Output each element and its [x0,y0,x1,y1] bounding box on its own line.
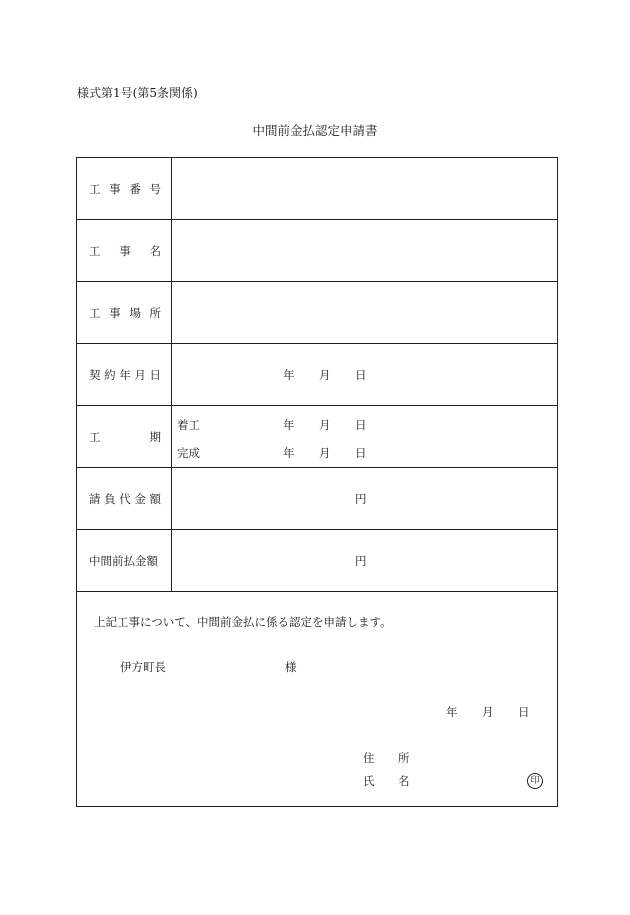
work-name-field[interactable] [172,220,558,282]
construction-period-field[interactable] [172,406,558,468]
application-day-unit: 日 [518,705,530,719]
row-contract-date [77,344,558,406]
application-year-unit: 年 [446,705,458,719]
row-work-number [77,158,558,220]
recipient-honorific: 様 [285,660,297,674]
contract-month-unit: 月 [319,368,331,382]
label-contract-date: 契 約 年 月 日 [77,344,172,406]
start-day-unit: 日 [355,418,367,432]
address-label-2: 所 [398,751,410,765]
contract-year-unit: 年 [283,368,295,382]
recipient-name: 伊方町長 [120,660,166,674]
row-work-site [77,282,558,344]
row-contract-amount [77,468,558,530]
contract-amount-unit: 円 [355,492,367,506]
end-month-unit: 月 [319,446,331,460]
seal-mark-icon: 印 [527,773,543,789]
work-number-field[interactable] [172,158,558,220]
contract-day-unit: 日 [355,368,367,382]
document-title: 中間前金払認定申請書 [252,123,378,138]
label-contract-amount: 請 負 代 金 額 [77,468,172,530]
row-work-name [77,220,558,282]
work-site-field[interactable] [172,282,558,344]
label-interim-amount: 中間前払金額 [77,530,172,592]
name-label-2: 名 [398,774,410,788]
row-application-statement [77,592,558,807]
name-label-1: 氏 [363,774,375,788]
contract-date-field[interactable] [172,344,558,406]
application-statement: 上記工事について、中間前金払に係る認定を申請します。 [94,615,392,629]
label-construction-period: 工 期 [77,406,172,468]
interim-amount-unit: 円 [355,554,367,568]
address-label-1: 住 [363,751,375,765]
label-work-site: 工 事 場 所 [77,282,172,344]
application-form-table [76,157,558,807]
end-year-unit: 年 [283,446,295,460]
form-number-label: 様式第1号(第5条関係) [77,86,198,100]
contract-amount-field[interactable] [172,468,558,530]
label-work-number: 工 事 番 号 [77,158,172,220]
interim-amount-field[interactable] [172,530,558,592]
start-month-unit: 月 [319,418,331,432]
row-construction-period [77,406,558,468]
row-interim-amount [77,530,558,592]
label-work-name: 工 事 名 [77,220,172,282]
application-statement-box [77,592,558,807]
application-month-unit: 月 [482,705,494,719]
end-label: 完成 [177,446,200,460]
start-year-unit: 年 [283,418,295,432]
start-label: 着工 [177,418,200,432]
end-day-unit: 日 [355,446,367,460]
